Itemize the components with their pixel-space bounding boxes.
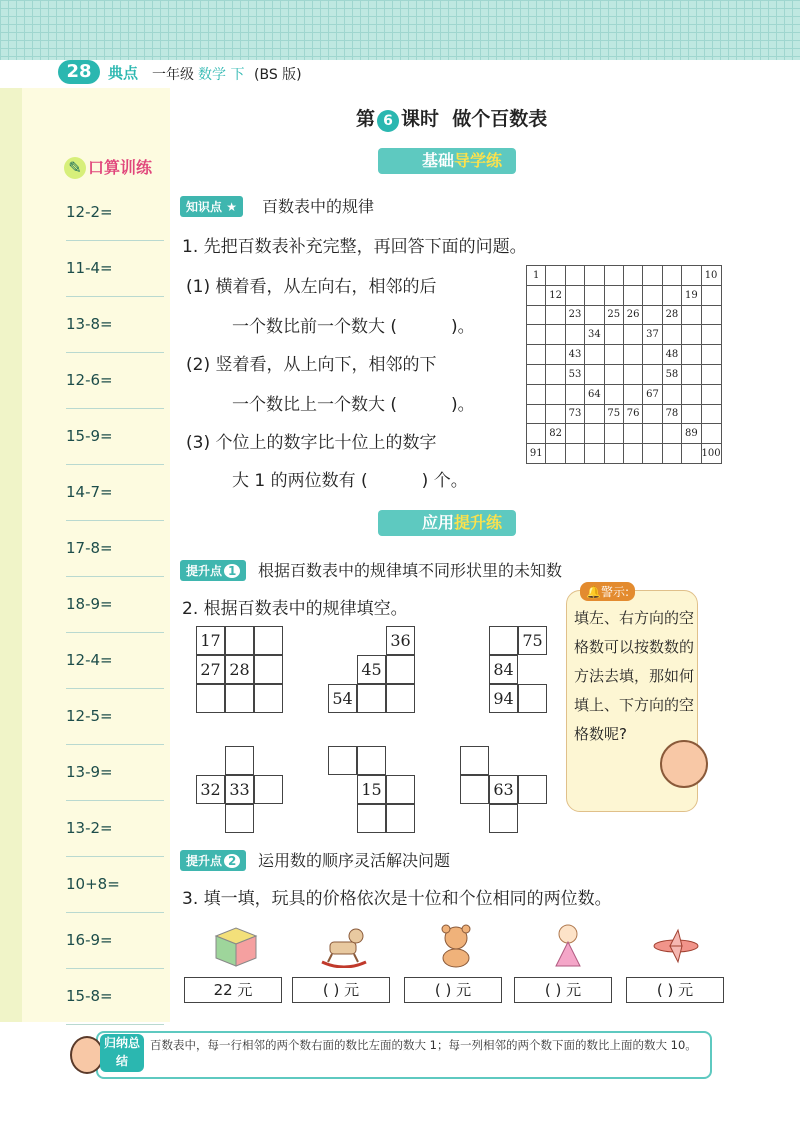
- table-cell[interactable]: [565, 424, 584, 444]
- table-cell[interactable]: [623, 424, 642, 444]
- grid-cell-blank[interactable]: [254, 775, 283, 804]
- section-banner-basic: [378, 148, 516, 174]
- child-face-icon: [660, 740, 708, 788]
- grid-cell-blank[interactable]: [386, 804, 415, 833]
- grid-cell-given: 36: [386, 626, 415, 655]
- table-cell[interactable]: [527, 305, 546, 325]
- table-cell[interactable]: [662, 444, 681, 464]
- table-cell[interactable]: [585, 364, 604, 384]
- table-row: [527, 345, 722, 365]
- table-cell[interactable]: [643, 345, 662, 365]
- table-cell[interactable]: [701, 364, 721, 384]
- oral-item[interactable]: 13-8=: [66, 296, 164, 353]
- q2-stem: 2. 根据百数表中的规律填空。: [182, 599, 408, 619]
- grid-cell-given: 75: [518, 626, 547, 655]
- q1-p1c: )。: [451, 317, 475, 337]
- grid-cell-given: 17: [196, 626, 225, 655]
- kp-tag-label: 知识点: [186, 200, 223, 214]
- section-banner-applied: [378, 510, 516, 536]
- tip-title: [580, 582, 635, 601]
- table-row: [527, 444, 722, 464]
- table-cell[interactable]: [682, 404, 701, 424]
- grid-cell-given: 27: [196, 655, 225, 684]
- ip2-tag-label: 提升点: [186, 854, 223, 868]
- oral-item[interactable]: 12-2=: [66, 184, 164, 241]
- grid-cell-blank[interactable]: [225, 804, 254, 833]
- table-cell[interactable]: [682, 444, 701, 464]
- table-row: [527, 266, 722, 286]
- child-face-icon: [70, 1036, 104, 1074]
- oral-item[interactable]: 16-9=: [66, 912, 164, 969]
- grid-cell-blank[interactable]: [357, 804, 386, 833]
- table-cell: 75: [604, 404, 623, 424]
- table-cell[interactable]: [662, 325, 681, 345]
- table-cell[interactable]: [527, 404, 546, 424]
- grid-cell-blank[interactable]: [225, 746, 254, 775]
- q1-part2-line1: (2) 竖着看，从上向下，相邻的下: [186, 355, 437, 375]
- q1-p3b: 大 1 的两位数有 (: [232, 471, 368, 491]
- q1-part3-line2: [232, 466, 468, 491]
- knowledge-point-title: 百数表中的规律: [262, 197, 375, 216]
- table-cell: 23: [565, 305, 584, 325]
- oral-badge-label: 口算训练: [88, 158, 153, 177]
- q1-p1b: 一个数比前一个数大 (: [232, 317, 398, 337]
- q1-p3c: ) 个。: [421, 471, 468, 491]
- table-cell: 25: [604, 305, 623, 325]
- table-cell[interactable]: [565, 444, 584, 464]
- q1-part1-line1: (1) 横着看，从左向右，相邻的后: [186, 277, 437, 297]
- table-cell[interactable]: [585, 266, 604, 286]
- q1-part2-line2: [232, 390, 475, 415]
- table-cell: 76: [623, 404, 642, 424]
- table-cell[interactable]: [527, 285, 546, 305]
- ip1-num: 1: [224, 564, 240, 578]
- table-cell[interactable]: [623, 345, 642, 365]
- table-cell: 26: [623, 305, 642, 325]
- summary-label: 归纳总结: [100, 1034, 144, 1072]
- table-cell[interactable]: [565, 285, 584, 305]
- table-cell[interactable]: [701, 305, 721, 325]
- table-cell[interactable]: [546, 305, 565, 325]
- table-row: [527, 285, 722, 305]
- table-cell[interactable]: [565, 325, 584, 345]
- grid-cell-given: 33: [225, 775, 254, 804]
- grid-cell-blank[interactable]: [328, 746, 357, 775]
- teddy-bear-icon: [428, 922, 484, 968]
- table-cell: 58: [662, 364, 681, 384]
- grid-cell-given: 45: [357, 655, 386, 684]
- grid-cell-blank[interactable]: [196, 684, 225, 713]
- table-cell[interactable]: [585, 285, 604, 305]
- grid-cell-given: 94: [489, 684, 518, 713]
- table-cell[interactable]: [527, 424, 546, 444]
- pencil-icon: ✎: [64, 157, 86, 179]
- table-cell[interactable]: [662, 266, 681, 286]
- brand-logo: 典点: [108, 64, 139, 82]
- table-cell[interactable]: [546, 325, 565, 345]
- grid-cell-blank[interactable]: [489, 804, 518, 833]
- tip-text: 填左、右方向的空格数可以按数数的方法去填，那如何填上、下方向的空格数呢?: [574, 609, 695, 743]
- tip-title-text: 警示:: [600, 585, 629, 599]
- grid-cell-given: 63: [489, 775, 518, 804]
- table-cell[interactable]: [546, 444, 565, 464]
- grid-cell-blank[interactable]: [460, 775, 489, 804]
- grid-cell-given: 54: [328, 684, 357, 713]
- oral-item[interactable]: 14-7=: [66, 464, 164, 521]
- price-answer-box[interactable]: ( ) 元: [514, 977, 612, 1003]
- table-cell[interactable]: [662, 424, 681, 444]
- doll-icon: [540, 922, 596, 968]
- table-row: [527, 384, 722, 404]
- table-cell: 19: [682, 285, 701, 305]
- oral-item[interactable]: 12-5=: [66, 688, 164, 745]
- table-cell[interactable]: [623, 444, 642, 464]
- oral-item[interactable]: 13-2=: [66, 800, 164, 857]
- grid-cell-blank[interactable]: [357, 746, 386, 775]
- table-row: [527, 305, 722, 325]
- grid-cell-blank[interactable]: [225, 684, 254, 713]
- improve-point-title-1: 根据百数表中的规律填不同形状里的未知数: [258, 561, 563, 580]
- table-cell[interactable]: [604, 384, 623, 404]
- section1-label-b: 导学练: [454, 151, 503, 170]
- section1-label-a: 基础: [422, 151, 455, 170]
- grid-cell-blank[interactable]: [254, 626, 283, 655]
- rubiks-cube-icon: [208, 922, 264, 968]
- grid-cell-blank[interactable]: [386, 655, 415, 684]
- oral-item[interactable]: 15-8=: [66, 968, 164, 1025]
- grid-cell-given: 84: [489, 655, 518, 684]
- table-cell[interactable]: [585, 345, 604, 365]
- table-cell[interactable]: [701, 285, 721, 305]
- table-cell: 91: [527, 444, 546, 464]
- table-cell[interactable]: [623, 266, 642, 286]
- table-cell[interactable]: [643, 266, 662, 286]
- grid-cell-blank[interactable]: [254, 684, 283, 713]
- oral-item[interactable]: 12-4=: [66, 632, 164, 689]
- table-cell[interactable]: [604, 345, 623, 365]
- q1-part1-line2: [232, 312, 475, 337]
- table-cell: 43: [565, 345, 584, 365]
- table-cell[interactable]: [643, 305, 662, 325]
- table-cell[interactable]: [701, 424, 721, 444]
- table-cell[interactable]: [623, 384, 642, 404]
- table-cell: 10: [701, 266, 721, 286]
- table-cell[interactable]: [682, 305, 701, 325]
- table-cell: 89: [682, 424, 701, 444]
- lesson-name: 做个百数表: [452, 108, 548, 130]
- table-cell: 28: [662, 305, 681, 325]
- grid-cell-blank[interactable]: [518, 684, 547, 713]
- table-cell[interactable]: [527, 384, 546, 404]
- lesson-title: [356, 104, 547, 132]
- hundred-table: [526, 265, 722, 464]
- grid-cell-blank[interactable]: [386, 775, 415, 804]
- table-cell[interactable]: [546, 404, 565, 424]
- table-cell: 78: [662, 404, 681, 424]
- lesson-number: 6: [377, 110, 399, 132]
- table-cell: 64: [585, 384, 604, 404]
- table-cell[interactable]: [623, 325, 642, 345]
- table-cell: 37: [643, 325, 662, 345]
- table-cell[interactable]: [546, 266, 565, 286]
- table-cell[interactable]: [604, 424, 623, 444]
- table-cell[interactable]: [643, 404, 662, 424]
- improve-point-tag-1: [180, 560, 246, 581]
- table-cell: 1: [527, 266, 546, 286]
- table-cell[interactable]: [585, 424, 604, 444]
- grade-label: 一年级: [152, 67, 194, 83]
- oral-item[interactable]: 12-6=: [66, 352, 164, 409]
- table-cell[interactable]: [527, 345, 546, 365]
- table-cell[interactable]: [643, 364, 662, 384]
- q1-p2b: 一个数比上一个数大 (: [232, 395, 398, 415]
- grid-cell-blank[interactable]: [357, 684, 386, 713]
- grid-cell-blank[interactable]: [489, 626, 518, 655]
- lesson-suffix: 课时: [401, 108, 440, 130]
- table-cell: 67: [643, 384, 662, 404]
- table-cell[interactable]: [527, 325, 546, 345]
- oral-item[interactable]: 13-9=: [66, 744, 164, 801]
- toy-plane-icon: [648, 922, 704, 968]
- table-cell[interactable]: [585, 305, 604, 325]
- table-cell[interactable]: [682, 345, 701, 365]
- grid-cell-given: 32: [196, 775, 225, 804]
- ip2-num: 2: [224, 854, 240, 868]
- edition-label: (BS 版): [254, 67, 302, 83]
- oral-item[interactable]: 18-9=: [66, 576, 164, 633]
- knowledge-point-tag: [180, 196, 243, 217]
- table-cell[interactable]: [662, 384, 681, 404]
- table-cell[interactable]: [546, 345, 565, 365]
- q1-stem: 1. 先把百数表补充完整，再回答下面的问题。: [182, 237, 527, 257]
- table-row: [527, 424, 722, 444]
- q3-stem: 3. 填一填，玩具的价格依次是十位和个位相同的两位数。: [182, 889, 612, 909]
- improve-point-title-2: 运用数的顺序灵活解决问题: [258, 851, 451, 870]
- table-cell[interactable]: [701, 345, 721, 365]
- table-cell[interactable]: [604, 325, 623, 345]
- grid-cell-given: 15: [357, 775, 386, 804]
- table-cell[interactable]: [604, 285, 623, 305]
- oral-training-badge: [64, 155, 152, 179]
- summary-text: 百数表中，每一行相邻的两个数右面的数比左面的数大 1；每一列相邻的两个数下面的数比上面的数大 10。: [150, 1038, 697, 1052]
- table-cell: 12: [546, 285, 565, 305]
- oral-item[interactable]: 17-8=: [66, 520, 164, 577]
- grid-cell-blank[interactable]: [254, 655, 283, 684]
- section2-label-b: 提升练: [454, 513, 503, 532]
- table-cell[interactable]: [623, 285, 642, 305]
- table-cell[interactable]: [565, 266, 584, 286]
- table-cell: 73: [565, 404, 584, 424]
- lesson-prefix: 第: [356, 108, 376, 130]
- table-cell[interactable]: [682, 384, 701, 404]
- table-cell[interactable]: [682, 266, 701, 286]
- grid-cell-blank[interactable]: [460, 746, 489, 775]
- table-cell[interactable]: [604, 364, 623, 384]
- rocking-horse-icon: [316, 922, 372, 968]
- ip1-tag-label: 提升点: [186, 564, 223, 578]
- sidebar-decoration: [0, 88, 22, 1022]
- table-cell[interactable]: [623, 364, 642, 384]
- table-cell[interactable]: [527, 364, 546, 384]
- price-answer-box[interactable]: ( ) 元: [292, 977, 390, 1003]
- oral-item[interactable]: 10+8=: [66, 856, 164, 913]
- subject-label: 数学 下: [198, 67, 245, 83]
- table-cell: 82: [546, 424, 565, 444]
- table-cell[interactable]: [701, 325, 721, 345]
- section2-label-a: 应用: [422, 513, 455, 532]
- table-cell[interactable]: [604, 444, 623, 464]
- table-cell[interactable]: [682, 364, 701, 384]
- oral-item[interactable]: 15-9=: [66, 408, 164, 465]
- table-cell: 53: [565, 364, 584, 384]
- table-cell[interactable]: [643, 285, 662, 305]
- table-cell: 48: [662, 345, 681, 365]
- table-cell: 34: [585, 325, 604, 345]
- bell-icon: 🔔: [586, 585, 601, 599]
- grid-cell-blank[interactable]: [518, 775, 547, 804]
- table-cell[interactable]: [604, 266, 623, 286]
- table-cell[interactable]: [546, 364, 565, 384]
- price-answer-box[interactable]: ( ) 元: [626, 977, 724, 1003]
- q1-p2c: )。: [451, 395, 475, 415]
- table-cell[interactable]: [701, 384, 721, 404]
- table-row: [527, 404, 722, 424]
- table-cell[interactable]: [565, 384, 584, 404]
- grid-cell-blank[interactable]: [386, 684, 415, 713]
- star-icon: ★: [226, 200, 237, 214]
- table-cell[interactable]: [585, 404, 604, 424]
- price-given: 22 元: [184, 977, 282, 1003]
- oral-item[interactable]: 11-4=: [66, 240, 164, 297]
- improve-point-tag-2: [180, 850, 246, 871]
- q1-part3-line1: (3) 个位上的数字比十位上的数字: [186, 433, 437, 453]
- table-cell[interactable]: [585, 444, 604, 464]
- table-cell[interactable]: [701, 404, 721, 424]
- table-cell: 100: [701, 444, 721, 464]
- grid-cell-blank[interactable]: [225, 626, 254, 655]
- price-answer-box[interactable]: ( ) 元: [404, 977, 502, 1003]
- grid-cell-given: 28: [225, 655, 254, 684]
- table-cell[interactable]: [643, 444, 662, 464]
- table-cell[interactable]: [662, 285, 681, 305]
- table-row: [527, 325, 722, 345]
- table-cell[interactable]: [546, 384, 565, 404]
- table-cell[interactable]: [682, 325, 701, 345]
- table-row: [527, 364, 722, 384]
- page-number: 28: [58, 60, 100, 84]
- table-cell[interactable]: [643, 424, 662, 444]
